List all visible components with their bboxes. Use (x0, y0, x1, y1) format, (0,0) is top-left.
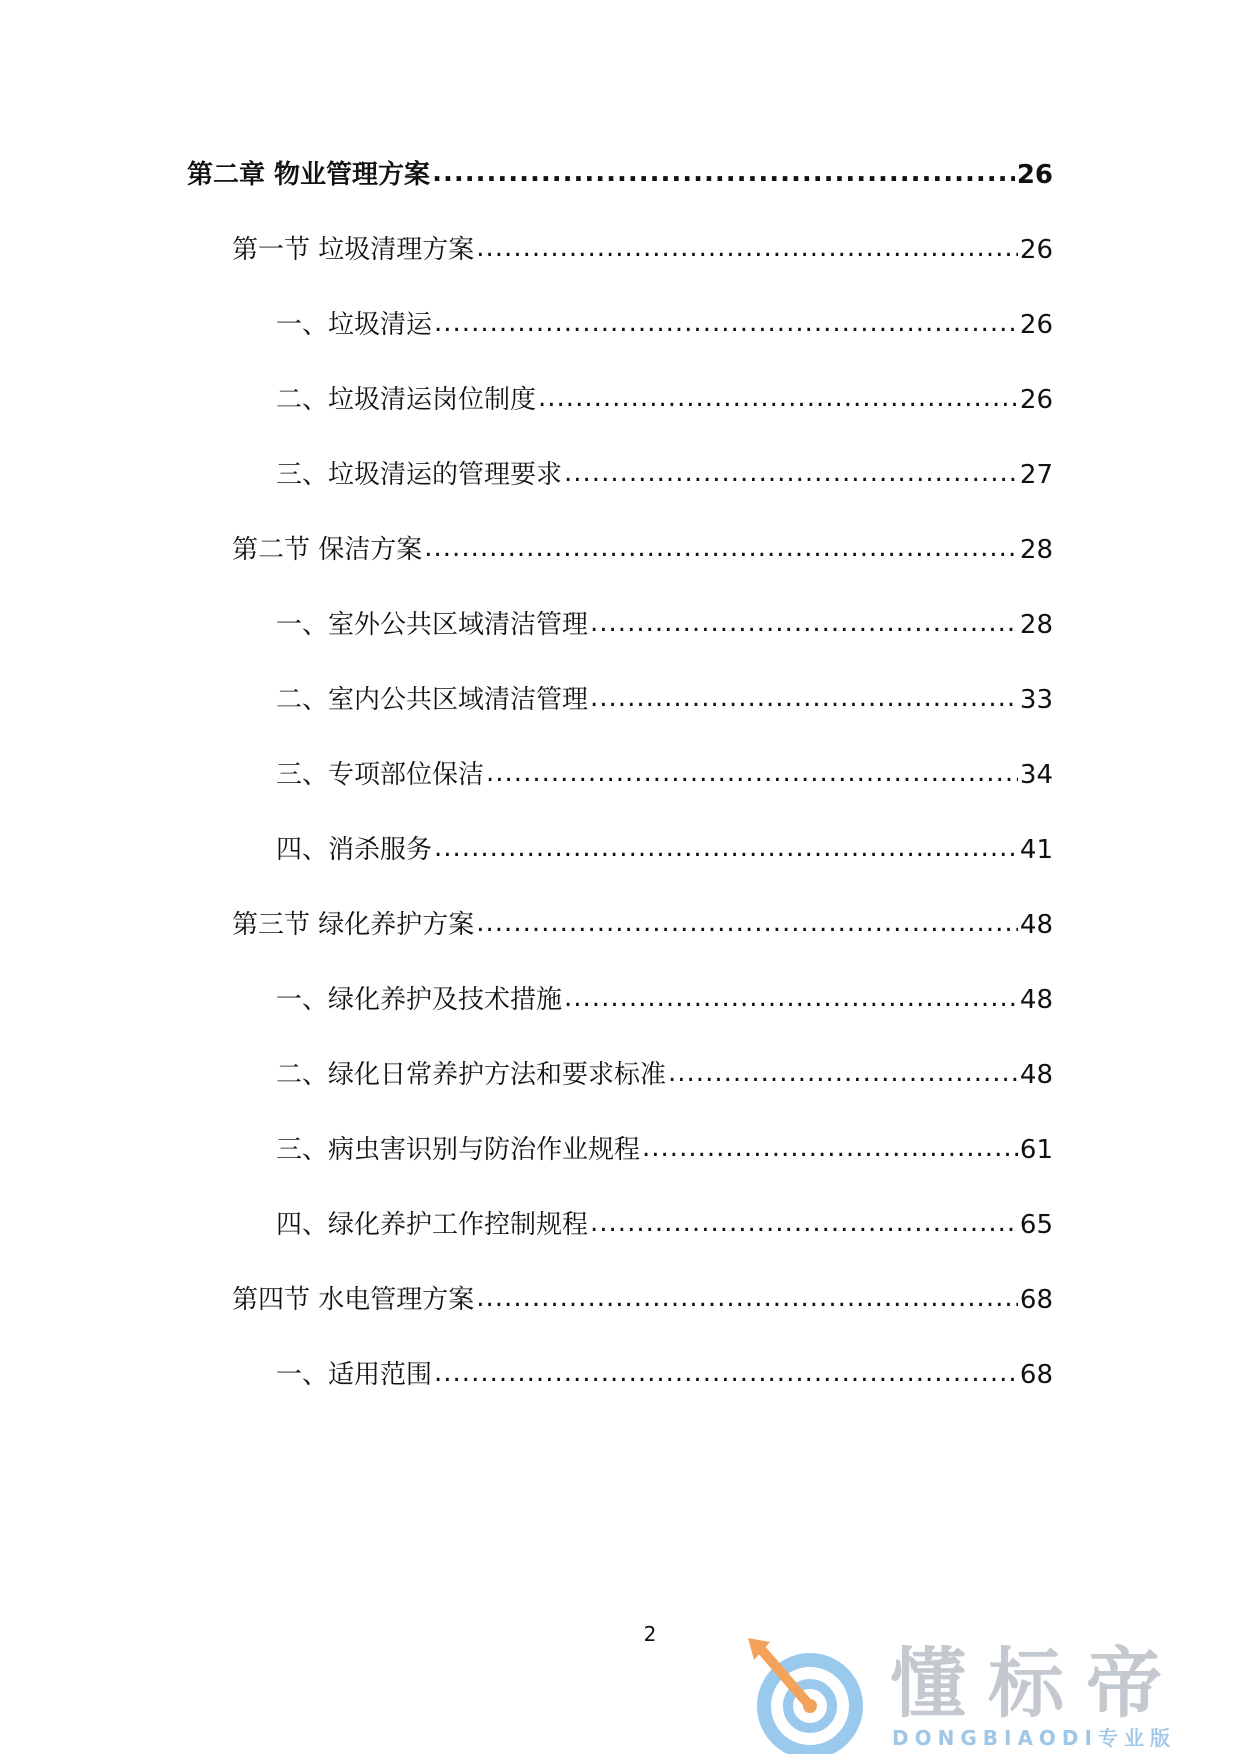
watermark (740, 1634, 1240, 1754)
toc-entry-title: 二、室内公共区域清洁管理 (276, 685, 589, 715)
toc-entry-chapter[interactable] (187, 155, 1053, 195)
toc-dot-leader (424, 528, 1018, 568)
toc-entry-title: 三、病虫害识别与防治作业规程 (276, 1135, 641, 1165)
toc-dot-leader (564, 453, 1018, 493)
toc-entry-page: 48 (1019, 1060, 1053, 1090)
toc-dot-leader (538, 378, 1018, 418)
toc-entry-subsection[interactable] (276, 1055, 1053, 1095)
toc-entry-subsection[interactable] (276, 830, 1053, 870)
toc-dot-leader (590, 678, 1018, 718)
toc-entry-page: 26 (1019, 310, 1053, 340)
toc-entry-page: 33 (1019, 685, 1053, 715)
toc-entry-section[interactable] (232, 230, 1053, 270)
toc-dot-leader (642, 1128, 1018, 1168)
toc-entry-subsection[interactable] (276, 1205, 1053, 1245)
toc-entry-section[interactable] (232, 905, 1053, 945)
toc-entry-title: 第四节 水电管理方案 (232, 1285, 475, 1315)
toc-entry-subsection[interactable] (276, 980, 1053, 1020)
toc-dot-leader (486, 753, 1018, 793)
toc-entry-page: 26 (1016, 160, 1053, 190)
toc-dot-leader (476, 903, 1018, 943)
toc-entry-page: 68 (1019, 1285, 1053, 1315)
toc-entry-page: 27 (1019, 460, 1053, 490)
toc-entry-title: 三、专项部位保洁 (276, 760, 485, 790)
toc-dot-leader (668, 1053, 1018, 1093)
toc-entry-title: 一、室外公共区域清洁管理 (276, 610, 589, 640)
toc-entry-title: 一、适用范围 (276, 1360, 433, 1390)
toc-entry-title: 二、垃圾清运岗位制度 (276, 385, 537, 415)
toc-entry-title: 四、绿化养护工作控制规程 (276, 1210, 589, 1240)
toc-dot-leader (434, 303, 1018, 343)
toc-entry-page: 26 (1019, 385, 1053, 415)
toc-entry-page: 26 (1019, 235, 1053, 265)
toc-entry-subsection[interactable] (276, 455, 1053, 495)
toc-entry-subsection[interactable] (276, 380, 1053, 420)
toc-entry-page: 65 (1019, 1210, 1053, 1240)
toc-entry-subsection[interactable] (276, 1355, 1053, 1395)
target-logo-icon (740, 1634, 870, 1754)
toc-entry-title: 第三节 绿化养护方案 (232, 910, 475, 940)
toc-entry-title: 二、绿化日常养护方法和要求标准 (276, 1060, 667, 1090)
toc-entry-subsection[interactable] (276, 755, 1053, 795)
toc-entry-page: 48 (1019, 985, 1053, 1015)
toc-dot-leader (590, 603, 1018, 643)
watermark-subtitle: DONGBIAODI专业版 (892, 1726, 1176, 1750)
toc-dot-leader (476, 228, 1018, 268)
toc-entry-title: 第一节 垃圾清理方案 (232, 235, 475, 265)
toc-dot-leader (476, 1278, 1018, 1318)
toc-entry-title: 四、消杀服务 (276, 835, 433, 865)
toc-entry-section[interactable] (232, 1280, 1053, 1320)
toc-entry-page: 28 (1019, 610, 1053, 640)
toc-dot-leader (434, 1353, 1018, 1393)
toc-dot-leader (590, 1203, 1018, 1243)
toc-entry-page: 61 (1019, 1135, 1053, 1165)
toc-entry-subsection[interactable] (276, 680, 1053, 720)
page-number: 2 (643, 1622, 657, 1646)
toc-entry-subsection[interactable] (276, 305, 1053, 345)
toc-entry-title: 三、垃圾清运的管理要求 (276, 460, 563, 490)
toc-entry-page: 28 (1019, 535, 1053, 565)
toc-dot-leader (564, 978, 1018, 1018)
toc-entry-page: 48 (1019, 910, 1053, 940)
toc-entry-page: 68 (1019, 1360, 1053, 1390)
toc-entry-subsection[interactable] (276, 1130, 1053, 1170)
toc-entry-section[interactable] (232, 530, 1053, 570)
watermark-brand: 懂标帝 (890, 1639, 1184, 1728)
toc-entry-title: 第二节 保洁方案 (232, 535, 423, 565)
toc-dot-leader (434, 828, 1018, 868)
toc-entry-title: 第二章 物业管理方案 (187, 160, 431, 190)
toc-entry-title: 一、绿化养护及技术措施 (276, 985, 563, 1015)
toc-entry-title: 一、垃圾清运 (276, 310, 433, 340)
toc-dot-leader (432, 153, 1015, 193)
toc-entry-page: 34 (1019, 760, 1053, 790)
toc-entry-page: 41 (1019, 835, 1053, 865)
toc-entry-subsection[interactable] (276, 605, 1053, 645)
